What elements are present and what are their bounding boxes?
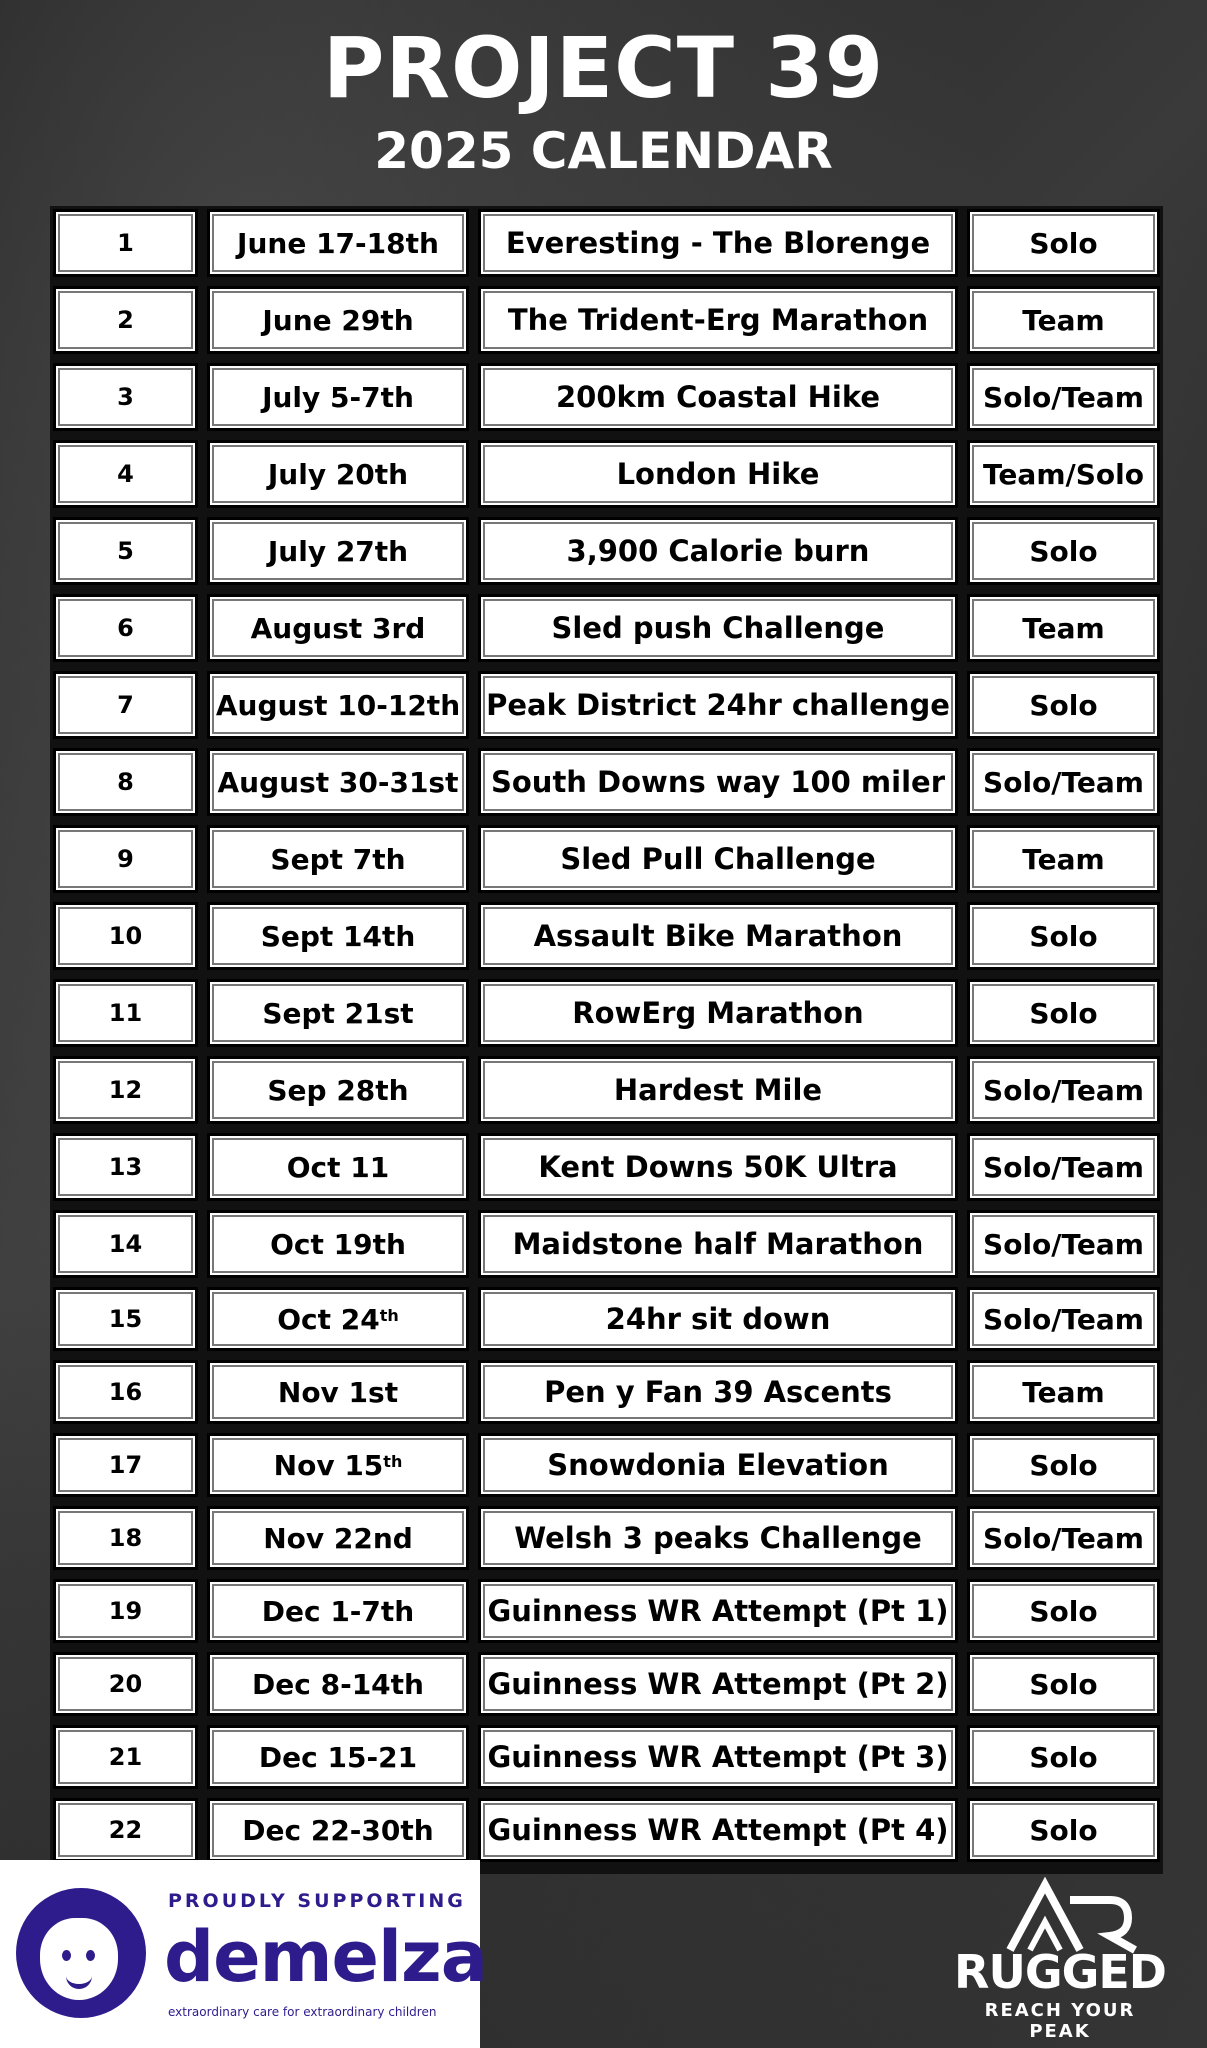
event-type: Solo xyxy=(967,517,1160,585)
event-date: August 10-12th xyxy=(207,671,469,739)
event-type: Solo xyxy=(967,1652,1160,1716)
event-type: Solo/Team xyxy=(967,363,1160,431)
event-type: Solo xyxy=(967,671,1160,739)
event-number: 9 xyxy=(53,825,198,893)
event-number: 2 xyxy=(53,286,198,354)
event-date: August 30-31st xyxy=(207,748,469,816)
event-name: Peak District 24hr challenge xyxy=(478,671,958,739)
event-number: 15 xyxy=(53,1287,198,1351)
event-number: 22 xyxy=(53,1798,198,1862)
event-date: Oct 11 xyxy=(207,1133,469,1201)
event-name: 3,900 Calorie burn xyxy=(478,517,958,585)
event-date: Sept 14th xyxy=(207,902,469,970)
table-row xyxy=(53,979,1160,1047)
event-date: August 3rd xyxy=(207,594,469,662)
event-name: Sled push Challenge xyxy=(478,594,958,662)
event-name: South Downs way 100 miler xyxy=(478,748,958,816)
event-type: Team/Solo xyxy=(967,440,1160,508)
event-type: Team xyxy=(967,594,1160,662)
event-type: Solo/Team xyxy=(967,1287,1160,1351)
event-type: Solo xyxy=(967,209,1160,277)
page-title: PROJECT 39 xyxy=(322,19,885,117)
event-date: Sept 7th xyxy=(207,825,469,893)
event-number: 19 xyxy=(53,1579,198,1643)
table-row xyxy=(53,1433,1160,1497)
event-date: Dec 22-30th xyxy=(207,1798,469,1862)
event-number: 16 xyxy=(53,1360,198,1424)
table-row xyxy=(53,440,1160,508)
event-number: 17 xyxy=(53,1433,198,1497)
charity-tagline: extraordinary care for extraordinary children xyxy=(168,2005,437,2019)
event-name: Guinness WR Attempt (Pt 2) xyxy=(478,1652,958,1716)
event-name: Guinness WR Attempt (Pt 1) xyxy=(478,1579,958,1643)
event-date: Dec 1-7th xyxy=(207,1579,469,1643)
event-name: Guinness WR Attempt (Pt 4) xyxy=(478,1798,958,1862)
table-row xyxy=(53,1360,1160,1424)
event-date: Sep 28th xyxy=(207,1056,469,1124)
proudly-supporting-label: PROUDLY SUPPORTING xyxy=(168,1890,466,1912)
page-subtitle: 2025 CALENDAR xyxy=(374,122,833,180)
table-row xyxy=(53,1133,1160,1201)
demelza-banner xyxy=(0,1860,487,2048)
event-number: 8 xyxy=(53,748,198,816)
event-number: 10 xyxy=(53,902,198,970)
event-type: Solo xyxy=(967,1433,1160,1497)
event-name: Pen y Fan 39 Ascents xyxy=(478,1360,958,1424)
charity-name: demelza xyxy=(164,1916,487,1998)
event-date: Nov 22nd xyxy=(207,1506,469,1570)
event-name: Maidstone half Marathon xyxy=(478,1210,958,1278)
event-date: June 17-18th xyxy=(207,209,469,277)
event-number: 5 xyxy=(53,517,198,585)
event-name: Snowdonia Elevation xyxy=(478,1433,958,1497)
table-row xyxy=(53,1652,1160,1716)
event-number: 14 xyxy=(53,1210,198,1278)
table-row xyxy=(53,671,1160,739)
event-number: 13 xyxy=(53,1133,198,1201)
table-row xyxy=(53,594,1160,662)
event-name: London Hike xyxy=(478,440,958,508)
event-number: 12 xyxy=(53,1056,198,1124)
event-name: 24hr sit down xyxy=(478,1287,958,1351)
event-type: Solo/Team xyxy=(967,1056,1160,1124)
event-number: 4 xyxy=(53,440,198,508)
table-row xyxy=(53,1287,1160,1351)
event-date: Oct 24 $^{th}$ xyxy=(207,1287,469,1351)
event-name: Kent Downs 50K Ultra xyxy=(478,1133,958,1201)
demelza-logo-icon xyxy=(16,1888,146,2018)
event-name: The Trident-Erg Marathon xyxy=(478,286,958,354)
event-type: Solo xyxy=(967,1798,1160,1862)
event-type: Solo xyxy=(967,902,1160,970)
event-name: Guinness WR Attempt (Pt 3) xyxy=(478,1725,958,1789)
table-row xyxy=(53,517,1160,585)
table-row xyxy=(53,286,1160,354)
event-number: 11 xyxy=(53,979,198,1047)
table-row xyxy=(53,209,1160,277)
event-name: Everesting - The Blorenge xyxy=(478,209,958,277)
event-date: Oct 19th xyxy=(207,1210,469,1278)
event-number: 1 xyxy=(53,209,198,277)
event-number: 20 xyxy=(53,1652,198,1716)
table-row xyxy=(53,1798,1160,1862)
event-date: Sept 21st xyxy=(207,979,469,1047)
event-date: Nov 1st xyxy=(207,1360,469,1424)
event-date: Dec 8-14th xyxy=(207,1652,469,1716)
table-row xyxy=(53,1506,1160,1570)
event-name: Assault Bike Marathon xyxy=(478,902,958,970)
event-number: 6 xyxy=(53,594,198,662)
table-row xyxy=(53,1725,1160,1789)
event-name: RowErg Marathon xyxy=(478,979,958,1047)
event-type: Solo xyxy=(967,979,1160,1047)
event-type: Solo/Team xyxy=(967,1210,1160,1278)
event-type: Solo/Team xyxy=(967,1506,1160,1570)
event-type: Solo/Team xyxy=(967,1133,1160,1201)
table-row xyxy=(53,1056,1160,1124)
event-type: Solo xyxy=(967,1579,1160,1643)
event-name: 200km Coastal Hike xyxy=(478,363,958,431)
event-type: Team xyxy=(967,825,1160,893)
table-row xyxy=(53,902,1160,970)
event-date: July 27th xyxy=(207,517,469,585)
table-row xyxy=(53,1210,1160,1278)
event-date: July 5-7th xyxy=(207,363,469,431)
event-type: Team xyxy=(967,286,1160,354)
rugged-tagline: REACH YOUR PEAK xyxy=(984,2000,1136,2042)
event-type: Team xyxy=(967,1360,1160,1424)
table-row xyxy=(53,748,1160,816)
event-name: Hardest Mile xyxy=(478,1056,958,1124)
event-name: Sled Pull Challenge xyxy=(478,825,958,893)
event-date: Nov 15 $^{th}$ xyxy=(207,1433,469,1497)
event-type: Solo/Team xyxy=(967,748,1160,816)
event-number: 3 xyxy=(53,363,198,431)
event-number: 18 xyxy=(53,1506,198,1570)
table-row xyxy=(53,363,1160,431)
event-date: July 20th xyxy=(207,440,469,508)
rugged-brand: RUGGED xyxy=(954,1945,1166,1999)
table-row xyxy=(53,825,1160,893)
event-type: Solo xyxy=(967,1725,1160,1789)
event-number: 21 xyxy=(53,1725,198,1789)
calendar-table xyxy=(50,206,1163,1874)
event-number: 7 xyxy=(53,671,198,739)
event-name: Welsh 3 peaks Challenge xyxy=(478,1506,958,1570)
event-date: Dec 15-21 xyxy=(207,1725,469,1789)
event-date: June 29th xyxy=(207,286,469,354)
table-row xyxy=(53,1579,1160,1643)
